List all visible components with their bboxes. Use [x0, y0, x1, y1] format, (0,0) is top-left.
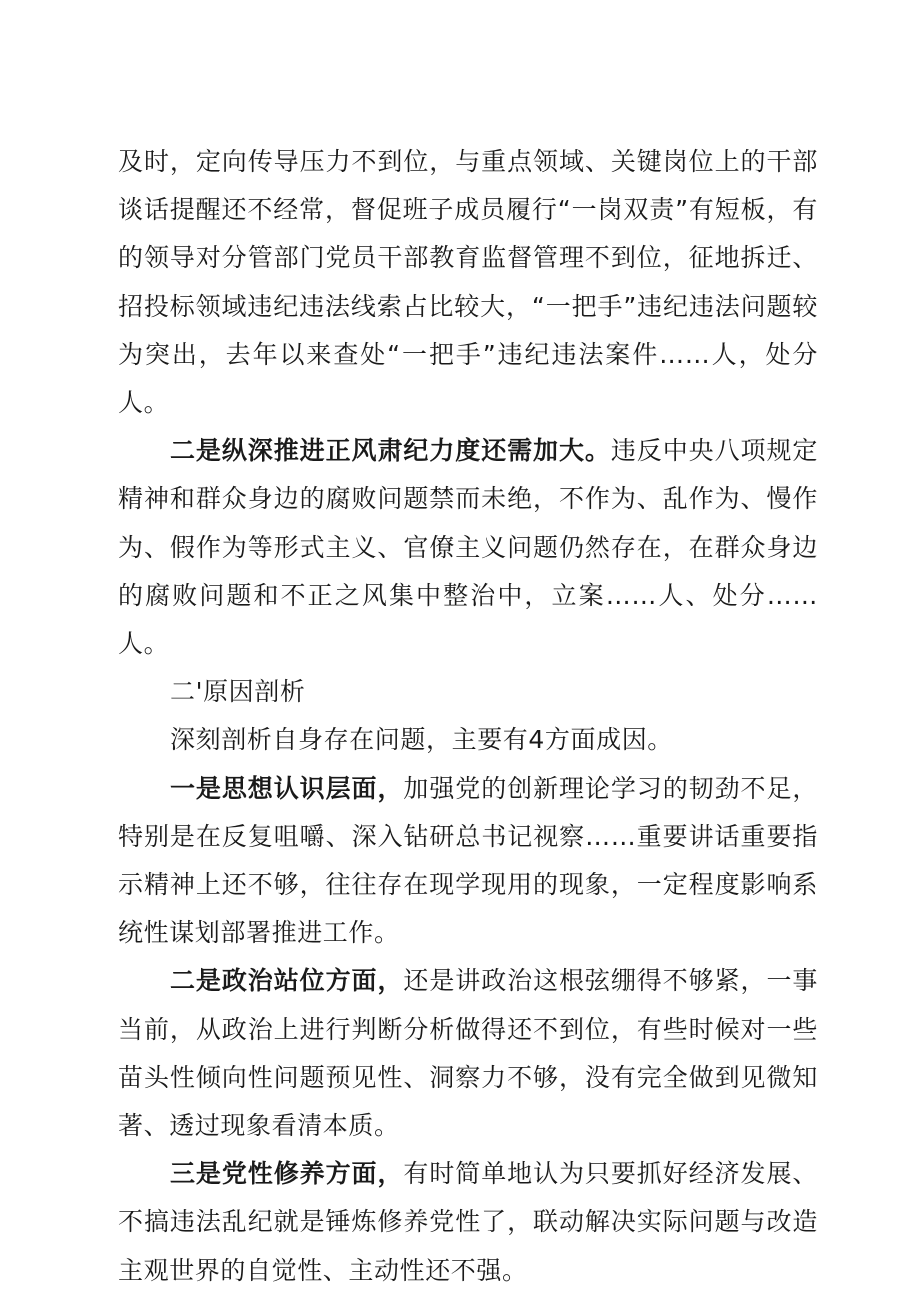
paragraph-lead: 二是政治站位方面，: [170, 966, 404, 996]
paragraph-text: 有时简单地认为只要抓好经济发展、不搞违法乱纪就是锤炼修养党性了，联动解决实际问题与改造主观世界的自觉性、主动性还不强。: [118, 1159, 818, 1285]
paragraph-text: 深刻剖析自身存在问题，主要有4方面成因。: [170, 725, 673, 755]
paragraph-political-stance: [118, 957, 818, 1150]
paragraph-text: 违反中央八项规定精神和群众身边的腐败问题禁而未绝，不作为、乱作为、慢作为、假作为等形式主义、官僚主义问题仍然存在，在群众身边的腐败问题和不正之风集中整治中，立案……人、处分……人。: [118, 436, 818, 659]
paragraph-intro: [118, 716, 818, 764]
paragraph-discipline-enforcement: [118, 427, 818, 668]
paragraph-ideological-level: [118, 765, 818, 958]
paragraph-lead: 三是党性修养方面，: [170, 1159, 404, 1189]
section-heading-cause-analysis: [118, 668, 818, 716]
section-heading-text: 二'原因剖析: [170, 677, 306, 707]
paragraph-text: 及时，定向传导压力不到位，与重点领域、关键岗位上的干部谈话提醒还不经常，督促班子成员履行“一岗双责”有短板，有的领导对分管部门党员干部教育监督管理不到位，征地拆迁、招投标领域违纪违法线索占比较大，“一把手”违纪违法问题较为突出，去年以来查处“一把手”违纪违法案件……人，处分 人。: [118, 147, 870, 418]
paragraph-lead: 一是思想认识层面，: [170, 773, 404, 803]
paragraph-text: 还是讲政治这根弦绷得不够紧，一事当前，从政治上进行判断分析做得还不到位，有些时候对一些苗头性倾向性问题预见性、洞察力不够，没有完全做到见微知著、透过现象看清本质。: [118, 966, 818, 1141]
paragraph-party-spirit: [118, 1150, 818, 1295]
paragraph-continuation: [118, 138, 870, 427]
paragraph-lead: 二是纵深推进正风肃纪力度还需加大。: [170, 436, 611, 466]
paragraph-text: 加强党的创新理论学习的韧劲不足，特别是在反复咀嚼、深入钻研总书记视察……重要讲话重要指示精神上还不够，往往存在现学现用的现象，一定程度影响系统性谋划部署推进工作。: [118, 773, 818, 948]
document-body: [118, 138, 870, 1295]
